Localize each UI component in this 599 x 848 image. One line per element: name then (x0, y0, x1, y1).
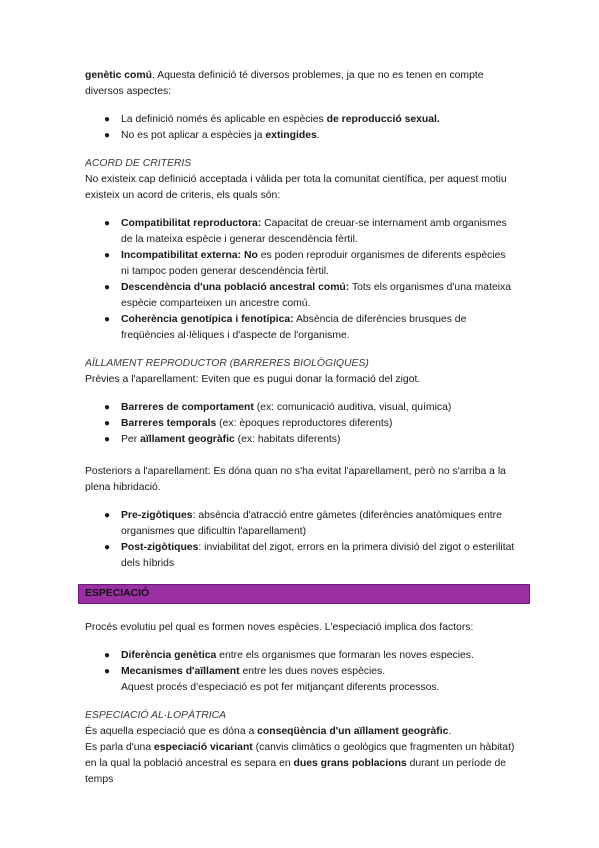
especiacio-note: Aquest procés d'especiació es pot fer mitjançant diferents processos. (121, 682, 440, 693)
bullet-icon: ● (104, 282, 111, 293)
list-item: ● Diferència genètica entre els organismes que formaran les noves especies. (85, 648, 515, 664)
especiacio-intro: Procés evolutiu pel qual es formen noves espècies. L'especiació implica dos factors: (85, 622, 474, 633)
list-item: ● Coherència genotípica i fenotípica: Absència de diferències brusques de freqüències al·lèliques i d'aspecte de l'organisme. (104, 314, 467, 341)
list-item: ● Compatibilitat reproductora: Capacitat de creuar-se internament amb organismes de la mateixa espècie i generar descendència fèrtil. (104, 218, 507, 245)
subheading-alopatrica: ESPECIACIÓ AL·LOPÀTRICA (85, 710, 227, 721)
bullet-icon: ● (104, 510, 111, 521)
bullet-icon: ● (104, 418, 111, 429)
section-header-especiacio: ESPECIACIÓ (78, 584, 530, 604)
bullet-icon: ● (104, 434, 111, 445)
list-item: ● Per aïllament geogràfic (ex: habitats diferents) (85, 432, 515, 448)
acord-intro: No existeix cap definició acceptada i vàlida per tota la comunitat científica, per aquest motiu existeix un acord de criteris, els quals són: (85, 174, 507, 201)
document-page (85, 68, 515, 788)
list-item: ● No es pot aplicar a espècies ja extingides. (85, 128, 515, 144)
bullet-icon: ● (104, 114, 111, 125)
bullet-icon: ● (104, 402, 111, 413)
list-item: ● Pre-zigòtiques: absència d'atracció entre gàmetes (diferències anatòmiques entre organismes que dificultin l'aparellament) (104, 510, 502, 537)
previes-text: Prèvies a l'aparellament: Eviten que es pugui donar la formació del zigot. (85, 374, 421, 385)
problems-list (85, 112, 515, 144)
list-item: ● Descendència d'una població ancestral comú: Tots els organismes d'una mateixa espècie comparteixen un ancestre comú. (104, 282, 512, 309)
subheading-aillament: AÏLLAMENT REPRODUCTOR (BARRERES BIOLÒGIQUES) (85, 358, 369, 369)
intro-paragraph: genètic comú. Aquesta definició té diversos problemes, ja que no es tenen en compte diversos aspectes: (85, 70, 484, 97)
posteriors-text: Posteriors a l'aparellament: Es dóna quan no s'ha evitat l'aparellament, però no s'arriba a la plena hibridació. (85, 466, 506, 493)
bullet-icon: ● (104, 250, 111, 261)
alopatrica-line-1: És aquella especiació que es dóna a conseqüència d'un aïllament geogràfic. (85, 726, 452, 737)
subheading-acord: ACORD DE CRITERIS (85, 158, 192, 169)
bullet-icon: ● (104, 314, 111, 325)
bullet-icon: ● (104, 650, 111, 661)
bullet-icon: ● (104, 130, 111, 141)
list-item: ● La definició només és aplicable en espècies de reproducció sexual. (85, 112, 515, 128)
zigotiques-list (85, 508, 515, 572)
factors-list (85, 648, 515, 680)
bullet-icon: ● (104, 542, 111, 553)
alopatrica-line-2: Es parla d'una especiació vicariant (canvis climàtics o geològics que fragmenten un hàbitat) en la qual la població ancestral es separa en dues grans poblacions durant un període de temps (85, 742, 515, 785)
list-item: ● Barreres temporals (ex: èpoques reproductores diferents) (85, 416, 515, 432)
criteria-list (85, 216, 515, 344)
list-item: ● Post-zigòtiques: inviabilitat del zigot, errors en la primera divisió del zigot o esterilitat dels híbrids (104, 542, 515, 569)
bullet-icon: ● (104, 218, 111, 229)
bullet-icon: ● (104, 666, 111, 677)
barreres-list (85, 400, 515, 448)
list-item: ● Mecanismes d'aïllament entre les dues noves espècies. (85, 664, 515, 680)
list-item: ● Incompatibilitat externa: No es poden reproduir organismes de diferents espècies ni tampoc poden generar descendència fèrtil. (104, 250, 506, 277)
list-item: ● Barreres de comportament (ex: comunicació auditiva, visual, química) (85, 400, 515, 416)
